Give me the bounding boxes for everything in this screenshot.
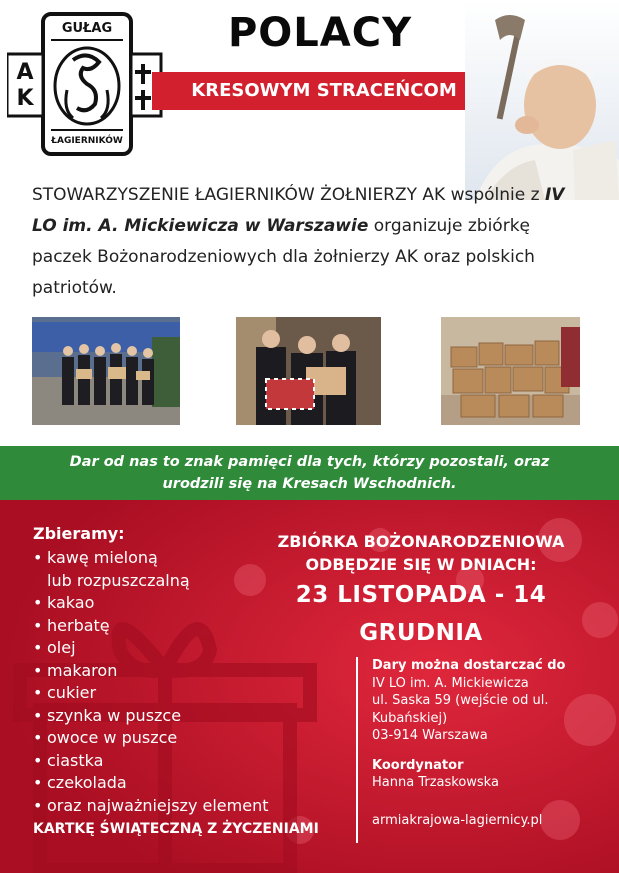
coordinator-label: Koordynator	[372, 757, 464, 773]
list-item: • makaron	[33, 660, 333, 683]
delivery-city: 03-914 Warszawa	[372, 728, 488, 743]
page-title: POLACY	[227, 10, 413, 56]
banner-text: KRESOWYM STRACEŃCOM	[191, 80, 457, 101]
logo-side-text: A K	[16, 60, 34, 111]
intro-text-part1: STOWARZYSZENIE ŁAGIERNIKÓW ŻOŁNIERZY AK wspólnie z	[32, 185, 545, 205]
website-link[interactable]: armiakrajowa-lagiernicy.pl	[372, 812, 543, 828]
list-item: • oraz najważniejszy element	[33, 795, 333, 818]
delivery-label: Dary można dostarczać do	[372, 658, 566, 673]
intro-text-part2: organizuje zbiórkę paczek Bożonarodzeniowych dla żołnierzy AK oraz polskich patriotów.	[32, 216, 535, 298]
dates-heading-line-2: ODBĘDZIE SIĘ W DNIACH:	[305, 555, 537, 574]
coordinator-name: Hanna Trzaskowska	[372, 775, 499, 790]
green-band-line-2: urodzili się na Kresach Wschodnich.	[162, 476, 457, 492]
list-item: • szynka w puszce	[33, 705, 333, 728]
delivery-street: ul. Saska 59 (wejście od ul.	[372, 693, 549, 708]
delivery-street-2: Kubańskiej)	[372, 710, 448, 726]
photo-group-indoor	[236, 317, 381, 425]
dates-range: 23 LISTOPADA - 14 GRUDNIA	[295, 582, 547, 646]
logo-top-text: GUŁAG	[61, 21, 113, 36]
list-item: • czekolada	[33, 772, 333, 795]
list-item: • kawę mieloną lub rozpuszczalną	[33, 547, 333, 592]
green-band-line-1: Dar od nas to znak pamięci dla tych, którzy pozostali, oraz	[69, 454, 550, 470]
pope-photo	[465, 0, 619, 200]
logo-bottom-text: ŁAGIERNIKÓW	[51, 136, 123, 146]
list-item: • ciastka	[33, 750, 333, 773]
list-item: • owoce w puszce	[33, 727, 333, 750]
dates-heading-line-1: ZBIÓRKA BOŻONARODZENIOWA	[277, 532, 565, 551]
collect-heading: Zbieramy:	[33, 524, 125, 543]
intro-paragraph	[32, 180, 592, 304]
green-band	[0, 446, 619, 500]
photo-boxes	[441, 317, 580, 425]
green-band-text	[20, 451, 599, 495]
list-item: • kakao	[33, 592, 333, 615]
intro-school-name: IV LO im. A. Mickiewicza w Warszawie	[32, 185, 565, 236]
info-section	[372, 657, 602, 829]
photo-group-outdoor	[32, 317, 180, 425]
list-item: • herbatę	[33, 615, 333, 638]
gulag-logo	[7, 10, 167, 160]
list-item: • cukier	[33, 682, 333, 705]
red-banner	[152, 72, 495, 110]
delivery-school: IV LO im. A. Mickiewicza	[372, 675, 529, 691]
collect-final-item: KARTKĘ ŚWIĄTECZNĄ Z ŻYCZENIAMI	[33, 821, 319, 837]
dates-section	[236, 530, 606, 652]
list-item: • olej	[33, 637, 333, 660]
vertical-divider	[356, 657, 358, 843]
